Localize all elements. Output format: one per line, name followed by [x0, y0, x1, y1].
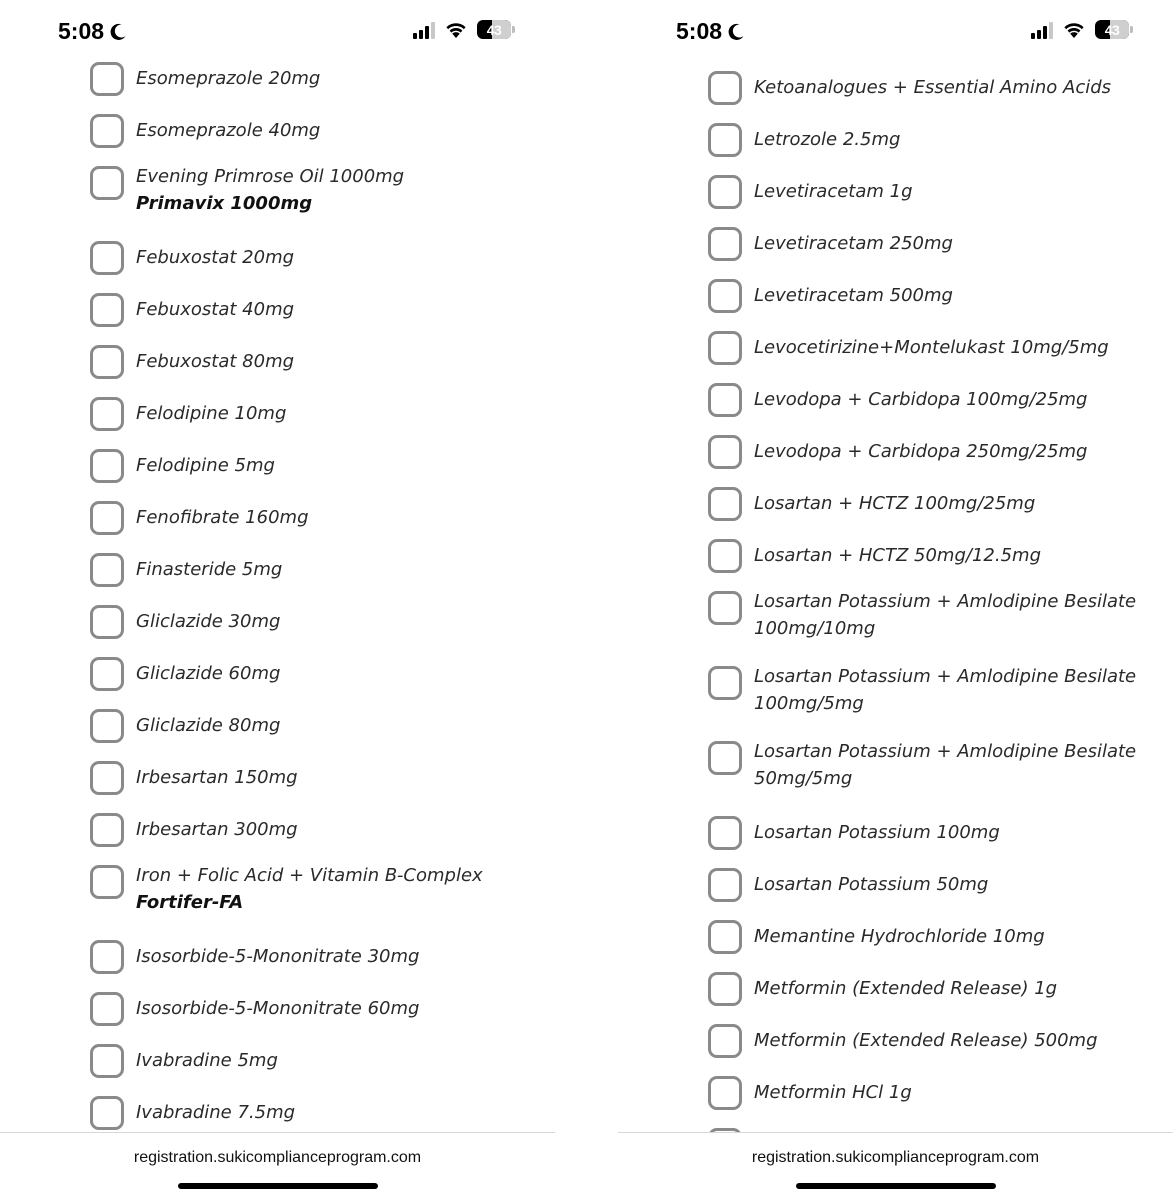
medication-list-item[interactable]	[90, 241, 545, 271]
medication-label: Levodopa + Carbidopa 250mg/25mg	[754, 441, 1088, 462]
medication-list-item[interactable]	[708, 741, 1163, 792]
medication-list-item[interactable]	[708, 920, 1163, 950]
status-time: 5:08	[58, 18, 105, 44]
medication-checkbox[interactable]	[708, 123, 742, 157]
medication-label: Levetiracetam 500mg	[754, 285, 953, 306]
medication-label: Evening Primrose Oil 1000mg	[136, 166, 405, 187]
medication-list-item[interactable]	[708, 868, 1163, 898]
medication-label: Metformin HCl 1g	[754, 1082, 912, 1103]
medication-list-item[interactable]	[90, 449, 545, 479]
medication-checkbox[interactable]	[90, 992, 124, 1026]
medication-label: Ivabradine 5mg	[136, 1050, 278, 1071]
medication-list-item[interactable]	[90, 166, 545, 217]
medication-list-item[interactable]	[90, 501, 545, 531]
medication-checkbox[interactable]	[90, 166, 124, 200]
status-time: 5:08	[676, 18, 723, 44]
brand-name-label: Primavix 1000mg	[136, 193, 313, 214]
medication-label: Febuxostat 20mg	[136, 247, 295, 268]
home-indicator[interactable]	[178, 1183, 378, 1189]
medication-list-item[interactable]	[90, 293, 545, 323]
medication-label-continued: 50mg/5mg	[754, 768, 853, 789]
medication-label: Finasteride 5mg	[136, 559, 283, 580]
medication-checkbox[interactable]	[90, 657, 124, 691]
medication-label: Losartan Potassium 50mg	[754, 874, 989, 895]
medication-label-continued: 100mg/5mg	[754, 693, 864, 714]
medication-label: Febuxostat 80mg	[136, 351, 295, 372]
medication-list-item[interactable]	[708, 972, 1163, 1002]
medication-list-item[interactable]	[708, 331, 1163, 361]
medication-list-item[interactable]	[708, 175, 1163, 205]
cellular-signal-icon	[413, 21, 435, 39]
medication-list-item[interactable]	[708, 1128, 1163, 1131]
left-screen	[0, 0, 555, 1200]
medication-checkbox[interactable]	[90, 1044, 124, 1078]
medication-checkbox[interactable]	[708, 868, 742, 902]
medication-list-item[interactable]	[708, 279, 1163, 309]
medication-checkbox[interactable]	[90, 449, 124, 483]
medication-checkbox[interactable]	[90, 553, 124, 587]
medication-list-item[interactable]	[708, 591, 1163, 642]
wifi-icon	[444, 21, 468, 39]
cellular-signal-icon	[1031, 21, 1053, 39]
medication-list-item[interactable]	[90, 1044, 545, 1074]
medication-list-item[interactable]	[90, 114, 545, 144]
medication-label: Febuxostat 40mg	[136, 299, 295, 320]
medication-label: Ivabradine 7.5mg	[136, 1102, 296, 1123]
medication-label: Ketoanalogues + Essential Amino Acids	[754, 77, 1112, 98]
medication-list-item[interactable]	[90, 940, 545, 970]
medication-label: Esomeprazole 40mg	[136, 120, 321, 141]
browser-bottom-bar	[618, 1132, 1173, 1200]
medication-label: Metformin (Extended Release) 1g	[754, 978, 1058, 999]
medication-label: Esomeprazole 20mg	[136, 68, 321, 89]
home-indicator[interactable]	[796, 1183, 996, 1189]
medication-label: Iron + Folic Acid + Vitamin B-Complex	[136, 865, 483, 886]
moon-icon	[726, 22, 746, 42]
medication-list-item[interactable]	[90, 553, 545, 583]
medication-label	[754, 1128, 1163, 1131]
medication-label: Irbesartan 150mg	[136, 767, 298, 788]
medication-list	[618, 60, 1173, 1132]
medication-label: Losartan Potassium 100mg	[754, 822, 1000, 843]
medication-checkbox[interactable]	[90, 865, 124, 899]
medication-list-item[interactable]	[90, 1096, 545, 1126]
medication-list-item[interactable]	[90, 62, 545, 92]
medication-label: Levodopa + Carbidopa 100mg/25mg	[754, 389, 1088, 410]
medication-label: Gliclazide 30mg	[136, 611, 281, 632]
medication-checkbox[interactable]	[708, 920, 742, 954]
status-icons	[413, 20, 515, 39]
medication-list-item[interactable]	[90, 657, 545, 687]
medication-list-item[interactable]	[708, 666, 1163, 717]
medication-list-item[interactable]	[708, 816, 1163, 846]
medication-checkbox[interactable]	[708, 591, 742, 625]
medication-label: Losartan + HCTZ 50mg/12.5mg	[754, 545, 1041, 566]
battery-percent: 43	[486, 21, 502, 38]
medication-list-item[interactable]	[90, 992, 545, 1022]
medication-checkbox[interactable]	[708, 331, 742, 365]
battery-icon	[1095, 20, 1133, 39]
medication-list-item[interactable]	[708, 123, 1163, 153]
medication-checkbox[interactable]	[90, 1096, 124, 1130]
status-time-group	[58, 18, 128, 45]
medication-checkbox[interactable]	[708, 816, 742, 850]
medication-list-item[interactable]	[708, 227, 1163, 257]
moon-icon	[108, 22, 128, 42]
medication-checkbox[interactable]	[708, 741, 742, 775]
medication-checkbox[interactable]	[90, 709, 124, 743]
medication-checkbox[interactable]	[90, 761, 124, 795]
medication-label: Felodipine 5mg	[136, 455, 275, 476]
medication-label: Losartan Potassium + Amlodipine Besilate	[754, 666, 1137, 687]
url-label[interactable]: registration.sukicomplianceprogram.com	[133, 1149, 422, 1166]
medication-label: Gliclazide 80mg	[136, 715, 281, 736]
medication-checkbox[interactable]	[90, 940, 124, 974]
medication-label: Levocetirizine+Montelukast 10mg/5mg	[754, 337, 1109, 358]
medication-label-continued: 100mg/10mg	[754, 618, 876, 639]
medication-list-item[interactable]	[708, 487, 1163, 517]
medication-checkbox[interactable]	[708, 539, 742, 573]
medication-checkbox[interactable]	[708, 972, 742, 1006]
medication-checkbox[interactable]	[90, 397, 124, 431]
medication-list-item[interactable]	[90, 865, 545, 916]
medication-list-item[interactable]	[90, 761, 545, 791]
url-label[interactable]: registration.sukicomplianceprogram.com	[751, 1149, 1040, 1166]
wifi-icon	[1062, 21, 1086, 39]
medication-label: Felodipine 10mg	[136, 403, 287, 424]
medication-label: Levetiracetam 250mg	[754, 233, 953, 254]
medication-label: Isosorbide-5-Mononitrate 30mg	[136, 946, 420, 967]
medication-checkbox[interactable]	[90, 62, 124, 96]
medication-label: Memantine Hydrochloride 10mg	[754, 926, 1045, 947]
battery-percent: 43	[1104, 21, 1120, 38]
medication-list-item[interactable]	[90, 345, 545, 375]
medication-label: Losartan + HCTZ 100mg/25mg	[754, 493, 1036, 514]
medication-checkbox[interactable]	[708, 383, 742, 417]
medication-list-item[interactable]	[708, 71, 1163, 101]
medication-checkbox[interactable]	[90, 345, 124, 379]
medication-checkbox[interactable]	[90, 241, 124, 275]
medication-label: Gliclazide 60mg	[136, 663, 281, 684]
medication-list-item[interactable]	[708, 539, 1163, 569]
medication-label: Letrozole 2.5mg	[754, 129, 901, 150]
medication-checkbox[interactable]	[708, 1076, 742, 1110]
medication-checkbox[interactable]	[90, 605, 124, 639]
medication-list-item[interactable]	[708, 435, 1163, 465]
medication-list-item[interactable]	[90, 605, 545, 635]
medication-list	[0, 60, 555, 1132]
status-icons	[1031, 20, 1133, 39]
right-screen	[618, 0, 1173, 1200]
medication-checkbox[interactable]	[90, 114, 124, 148]
medication-checkbox[interactable]	[708, 487, 742, 521]
medication-label: Metformin (Extended Release) 500mg	[754, 1030, 1098, 1051]
browser-bottom-bar	[0, 1132, 555, 1200]
medication-checkbox[interactable]	[90, 293, 124, 327]
medication-list-item[interactable]	[90, 397, 545, 427]
medication-list-item[interactable]	[90, 813, 545, 843]
medication-checkbox[interactable]	[708, 71, 742, 105]
medication-label: Losartan Potassium + Amlodipine Besilate	[754, 741, 1137, 762]
medication-list-item[interactable]	[708, 1024, 1163, 1054]
medication-checkbox[interactable]	[708, 435, 742, 469]
battery-icon	[477, 20, 515, 39]
brand-name-label: Fortifer-FA	[136, 892, 244, 913]
medication-checkbox[interactable]	[708, 1024, 742, 1058]
medication-label: Losartan Potassium + Amlodipine Besilate	[754, 591, 1137, 612]
medication-checkbox[interactable]	[708, 175, 742, 209]
medication-label: Levetiracetam 1g	[754, 181, 913, 202]
medication-list-item[interactable]	[708, 383, 1163, 413]
medication-checkbox[interactable]	[708, 279, 742, 313]
status-time-group	[676, 18, 746, 45]
medication-checkbox[interactable]	[90, 501, 124, 535]
medication-checkbox[interactable]	[90, 813, 124, 847]
medication-checkbox[interactable]	[708, 227, 742, 261]
medication-list-item[interactable]	[708, 1076, 1163, 1106]
medication-label: Irbesartan 300mg	[136, 819, 298, 840]
medication-label: Fenofibrate 160mg	[136, 507, 309, 528]
medication-checkbox[interactable]	[708, 666, 742, 700]
medication-label: Isosorbide-5-Mononitrate 60mg	[136, 998, 420, 1019]
medication-list-item[interactable]	[90, 709, 545, 739]
